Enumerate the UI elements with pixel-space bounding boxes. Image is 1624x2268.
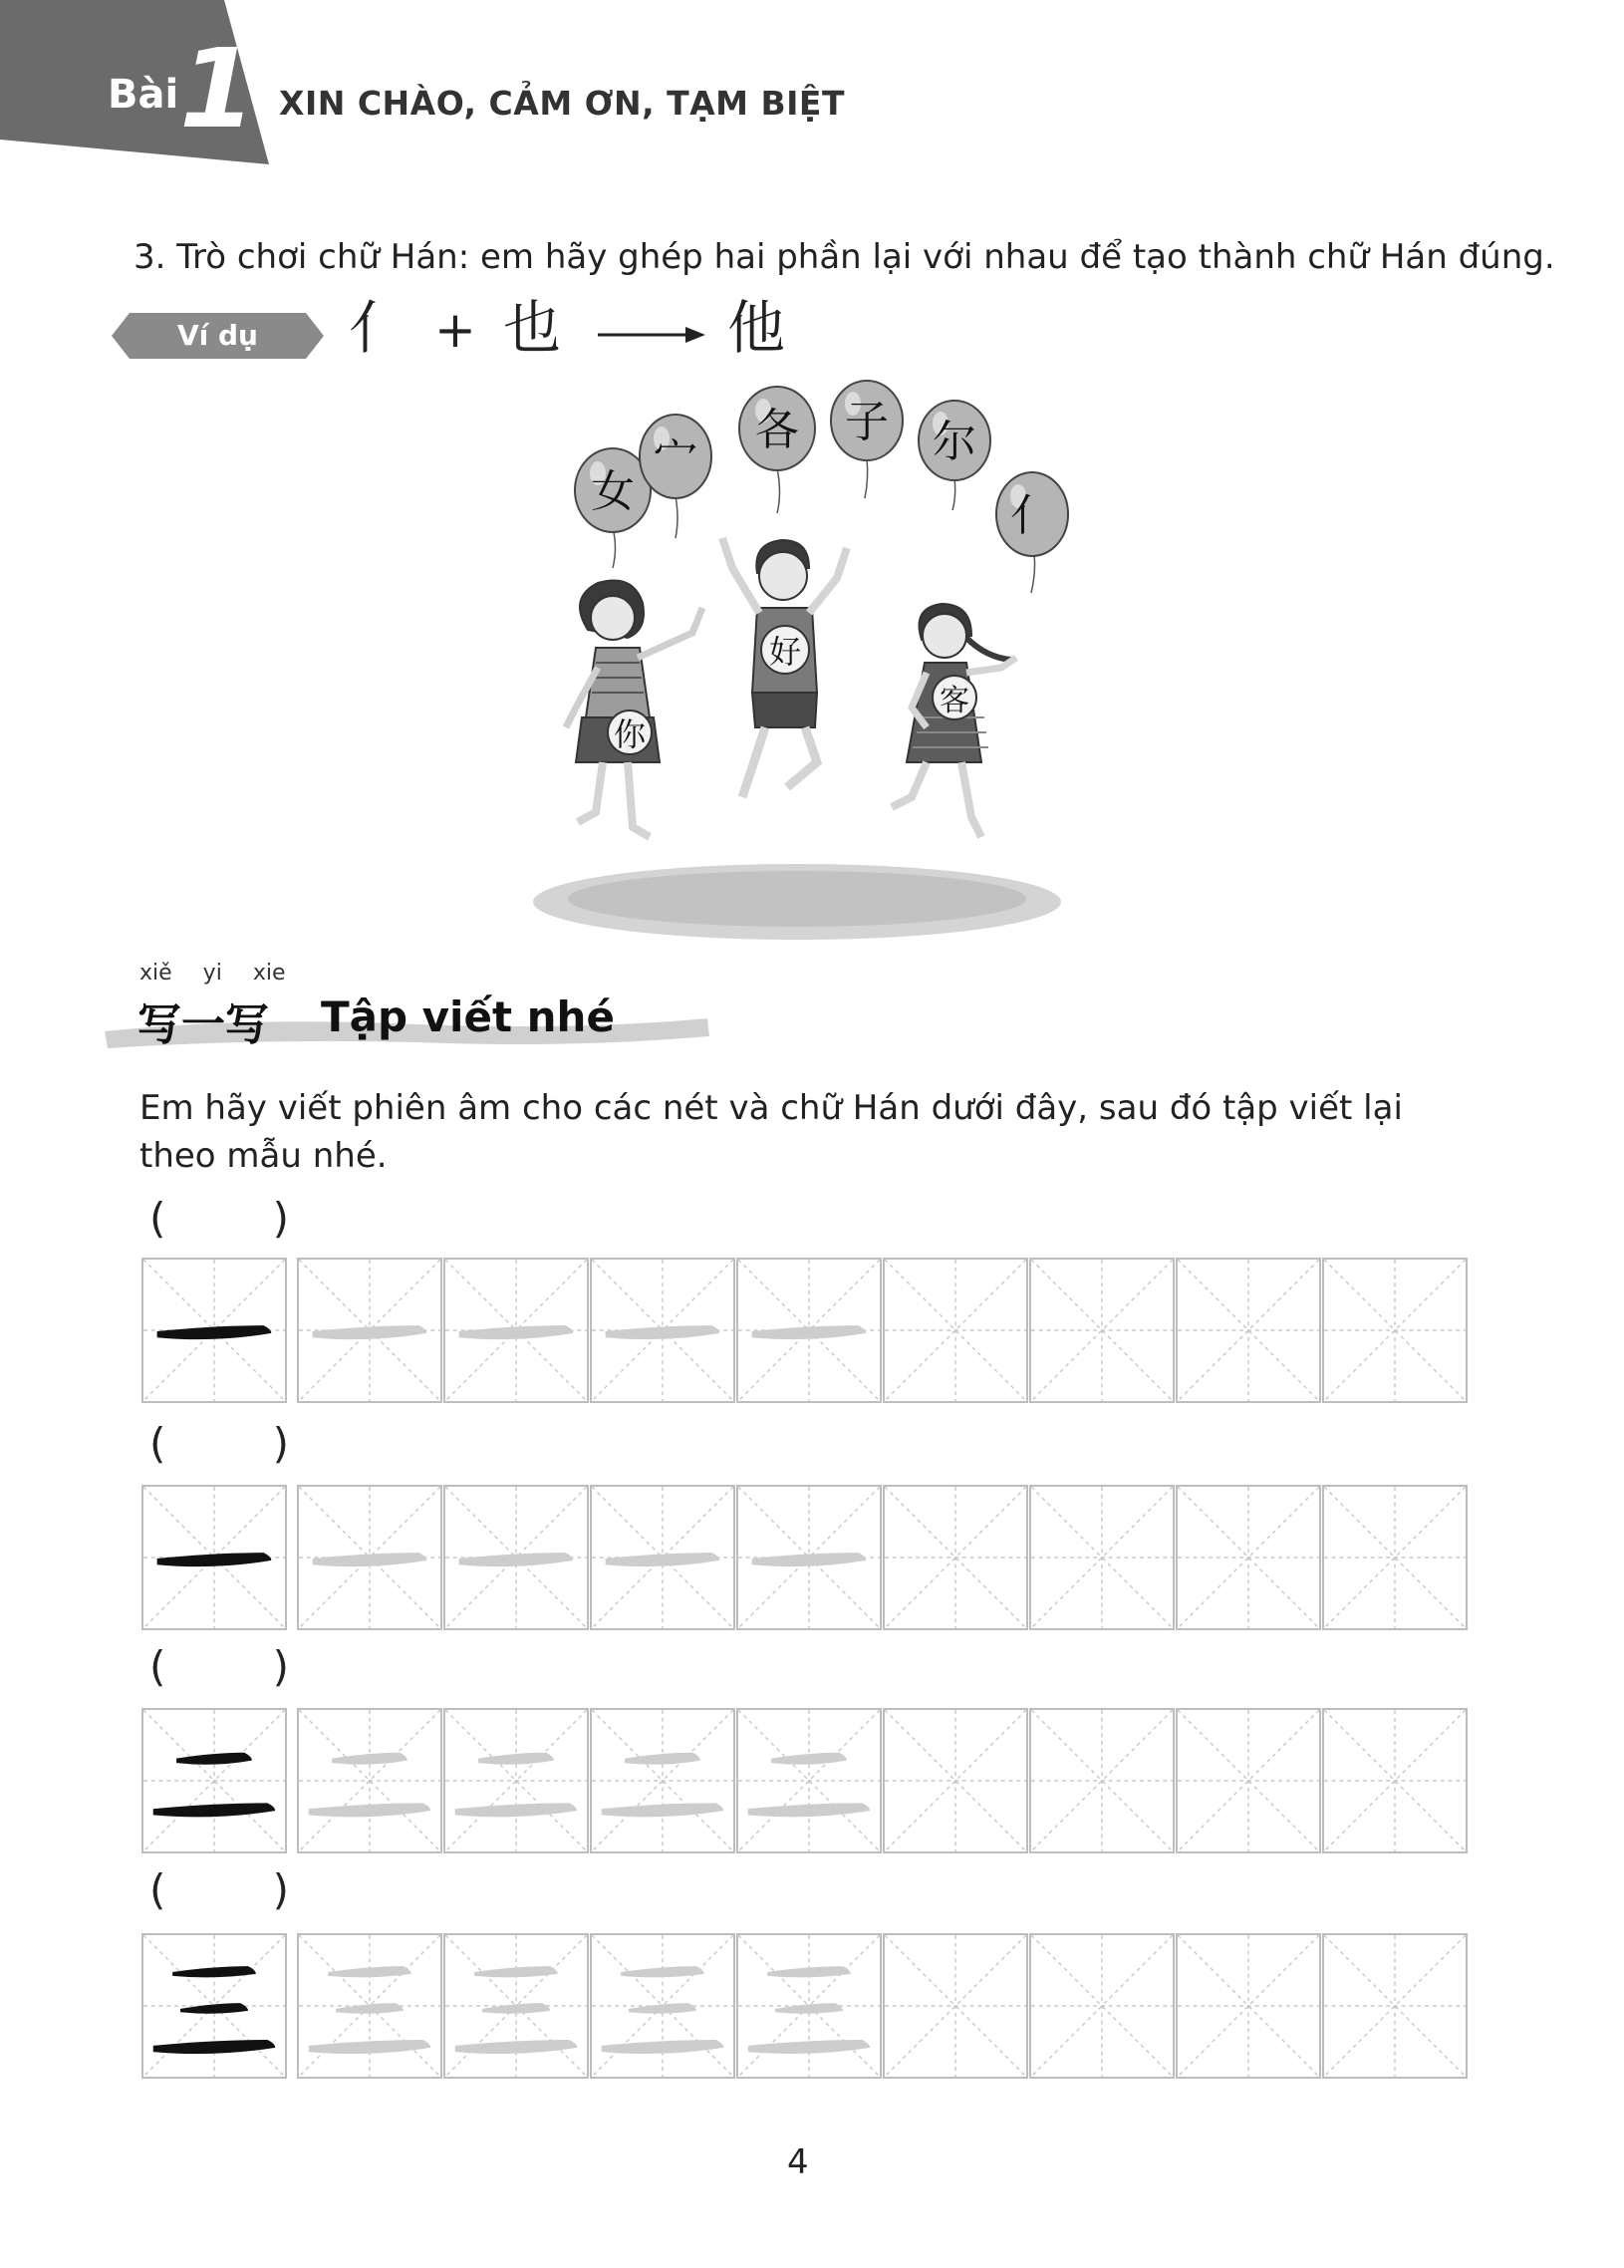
girl-right-figure <box>892 604 1016 837</box>
balloon-char: 尔 <box>933 417 976 467</box>
writing-grid-cell[interactable] <box>1176 1485 1321 1630</box>
trace-character-stroke <box>606 1325 720 1339</box>
grid-guides <box>1324 1260 1466 1401</box>
pinyin-syllable: xiě <box>139 961 172 986</box>
grid-guides <box>738 1935 880 2077</box>
grid-guides <box>299 1710 440 1851</box>
page-number: 4 <box>787 2142 809 2182</box>
practice-row <box>141 1933 1471 2083</box>
trace-character-stroke <box>602 1966 724 2054</box>
grid-guides <box>885 1935 1026 2077</box>
grid-guides <box>1031 1935 1173 2077</box>
writing-grid-cell[interactable] <box>1176 1933 1321 2079</box>
grid-guides <box>1178 1487 1319 1628</box>
lesson-title: XIN CHÀO, CẢM ƠN, TẠM BIỆT <box>279 84 845 123</box>
writing-grid-cell[interactable] <box>1029 1708 1175 1853</box>
grid-guides <box>592 1935 733 2077</box>
grid-guides <box>299 1260 440 1401</box>
grid-guides <box>1031 1260 1173 1401</box>
balloon-char: 各 <box>755 405 799 455</box>
lesson-label: Bài <box>108 72 179 118</box>
shirt-char: 好 <box>768 633 802 671</box>
balloon <box>575 381 1068 556</box>
grid-guides <box>445 1710 587 1851</box>
grid-guides <box>885 1260 1026 1401</box>
writing-grid-cell[interactable] <box>883 1933 1028 2079</box>
pinyin-blank[interactable]: ( ) <box>149 1865 289 1914</box>
writing-grid-cell[interactable] <box>736 1933 882 2079</box>
grid-guides <box>445 1935 587 2077</box>
model-character-stroke <box>157 1553 272 1566</box>
writing-grid-cell[interactable] <box>1029 1485 1175 1630</box>
girl-left-figure <box>566 581 702 838</box>
balloon-char: 子 <box>845 397 889 447</box>
grid-guides <box>738 1260 880 1401</box>
practice-row <box>141 1708 1471 1857</box>
grid-guides <box>1324 1487 1466 1628</box>
model-character-stroke <box>153 1966 276 2054</box>
trace-character-stroke <box>313 1325 427 1339</box>
model-char-cell <box>141 1258 287 1403</box>
example-plus: + <box>434 301 476 359</box>
model-char-cell <box>141 1485 287 1630</box>
writing-grid-cell[interactable] <box>443 1708 589 1853</box>
trace-character-stroke <box>459 1325 574 1339</box>
pinyin-syllable: yi <box>202 961 222 986</box>
writing-grid-cell[interactable] <box>1322 1708 1468 1853</box>
grid-guides <box>1031 1487 1173 1628</box>
writing-grid-cell[interactable] <box>1176 1708 1321 1853</box>
writing-instruction: Em hãy viết phiên âm cho các nét và chữ Hán dưới đây, sau đó tập viết lại theo mẫu nhé. <box>139 1088 1403 1176</box>
section-title-chinese: 写一写 <box>137 999 269 1050</box>
grid-guides <box>885 1487 1026 1628</box>
model-char-cell <box>141 1933 287 2079</box>
pinyin-blank[interactable]: ( ) <box>149 1419 289 1468</box>
trace-character-stroke <box>309 1966 431 2054</box>
trace-character-stroke <box>748 1966 871 2054</box>
practice-row <box>141 1485 1471 1634</box>
writing-grid-cell[interactable] <box>736 1258 882 1403</box>
grid-guides <box>445 1260 587 1401</box>
writing-grid-cell[interactable] <box>590 1485 735 1630</box>
model-char-cell <box>141 1708 287 1853</box>
writing-grid-cell[interactable] <box>736 1485 882 1630</box>
writing-grid-cell[interactable] <box>297 1258 442 1403</box>
grid-guides <box>299 1487 440 1628</box>
trace-character-stroke <box>455 1966 578 2054</box>
arrow-right-icon <box>598 317 707 353</box>
grid-guides <box>885 1710 1026 1851</box>
grid-guides <box>1178 1935 1319 2077</box>
writing-grid-cell[interactable] <box>1322 1933 1468 2079</box>
trace-character-stroke <box>309 1753 431 1818</box>
trace-character-stroke <box>606 1553 720 1566</box>
writing-grid-cell[interactable] <box>590 1933 735 2079</box>
writing-grid-cell[interactable] <box>443 1933 589 2079</box>
writing-grid-cell[interactable] <box>1029 1258 1175 1403</box>
writing-grid-cell[interactable] <box>590 1708 735 1853</box>
shirt-char: 客 <box>940 684 969 718</box>
model-character-stroke <box>157 1325 272 1339</box>
trace-character-stroke <box>455 1753 578 1818</box>
trace-character-stroke <box>748 1753 871 1818</box>
writing-grid-cell[interactable] <box>297 1485 442 1630</box>
writing-grid-cell[interactable] <box>736 1708 882 1853</box>
grid-guides <box>1178 1260 1319 1401</box>
grid-guides <box>445 1487 587 1628</box>
example-label: Ví dụ <box>177 319 258 352</box>
writing-grid-cell[interactable] <box>1029 1933 1175 2079</box>
pinyin-blank[interactable]: ( ) <box>149 1642 289 1691</box>
balloon-char: 女 <box>591 466 635 517</box>
grid-guides <box>1178 1710 1319 1851</box>
balloon-char: 宀 <box>654 432 697 483</box>
grid-guides <box>592 1710 733 1851</box>
grid-guides <box>592 1260 733 1401</box>
writing-grid-cell[interactable] <box>883 1485 1028 1630</box>
exercise-instruction: 3. Trò chơi chữ Hán: em hãy ghép hai phần lại với nhau để tạo thành chữ Hán đúng. <box>134 237 1555 277</box>
lesson-number: 1 <box>179 25 256 152</box>
writing-grid-cell[interactable] <box>883 1258 1028 1403</box>
grid-guides <box>1324 1710 1466 1851</box>
writing-grid-cell[interactable] <box>1322 1258 1468 1403</box>
writing-grid-cell[interactable] <box>590 1258 735 1403</box>
writing-grid-cell[interactable] <box>883 1708 1028 1853</box>
grid-guides <box>143 1710 285 1851</box>
example-result: 他 <box>727 294 786 362</box>
trace-character-stroke <box>602 1753 724 1818</box>
trace-character-stroke <box>752 1553 867 1566</box>
example-component: 也 <box>503 294 562 362</box>
shirt-char: 你 <box>613 715 647 753</box>
example-radical: 亻 <box>349 294 407 362</box>
children-balloons-illustration <box>518 369 1076 947</box>
practice-row <box>141 1258 1471 1407</box>
pinyin-row <box>139 961 309 986</box>
grid-guides <box>1031 1710 1173 1851</box>
trace-character-stroke <box>752 1325 867 1339</box>
writing-grid-cell[interactable] <box>297 1933 442 2079</box>
pinyin-blank[interactable]: ( ) <box>149 1194 289 1243</box>
grid-guides <box>143 1935 285 2077</box>
grid-guides <box>143 1260 285 1401</box>
grid-guides <box>592 1487 733 1628</box>
balloon-char: 亻 <box>1010 490 1054 541</box>
grid-guides <box>143 1487 285 1628</box>
grid-guides <box>738 1710 880 1851</box>
writing-grid-cell[interactable] <box>297 1708 442 1853</box>
grid-guides <box>299 1935 440 2077</box>
model-character-stroke <box>153 1753 276 1818</box>
pinyin-syllable: xie <box>252 961 286 986</box>
grid-guides <box>1324 1935 1466 2077</box>
writing-grid-cell[interactable] <box>443 1485 589 1630</box>
section-title: Tập viết nhé <box>321 992 615 1041</box>
trace-character-stroke <box>313 1553 427 1566</box>
writing-grid-cell[interactable] <box>443 1258 589 1403</box>
trace-character-stroke <box>459 1553 574 1566</box>
writing-grid-cell[interactable] <box>1176 1258 1321 1403</box>
writing-grid-cell[interactable] <box>1322 1485 1468 1630</box>
grid-guides <box>738 1487 880 1628</box>
